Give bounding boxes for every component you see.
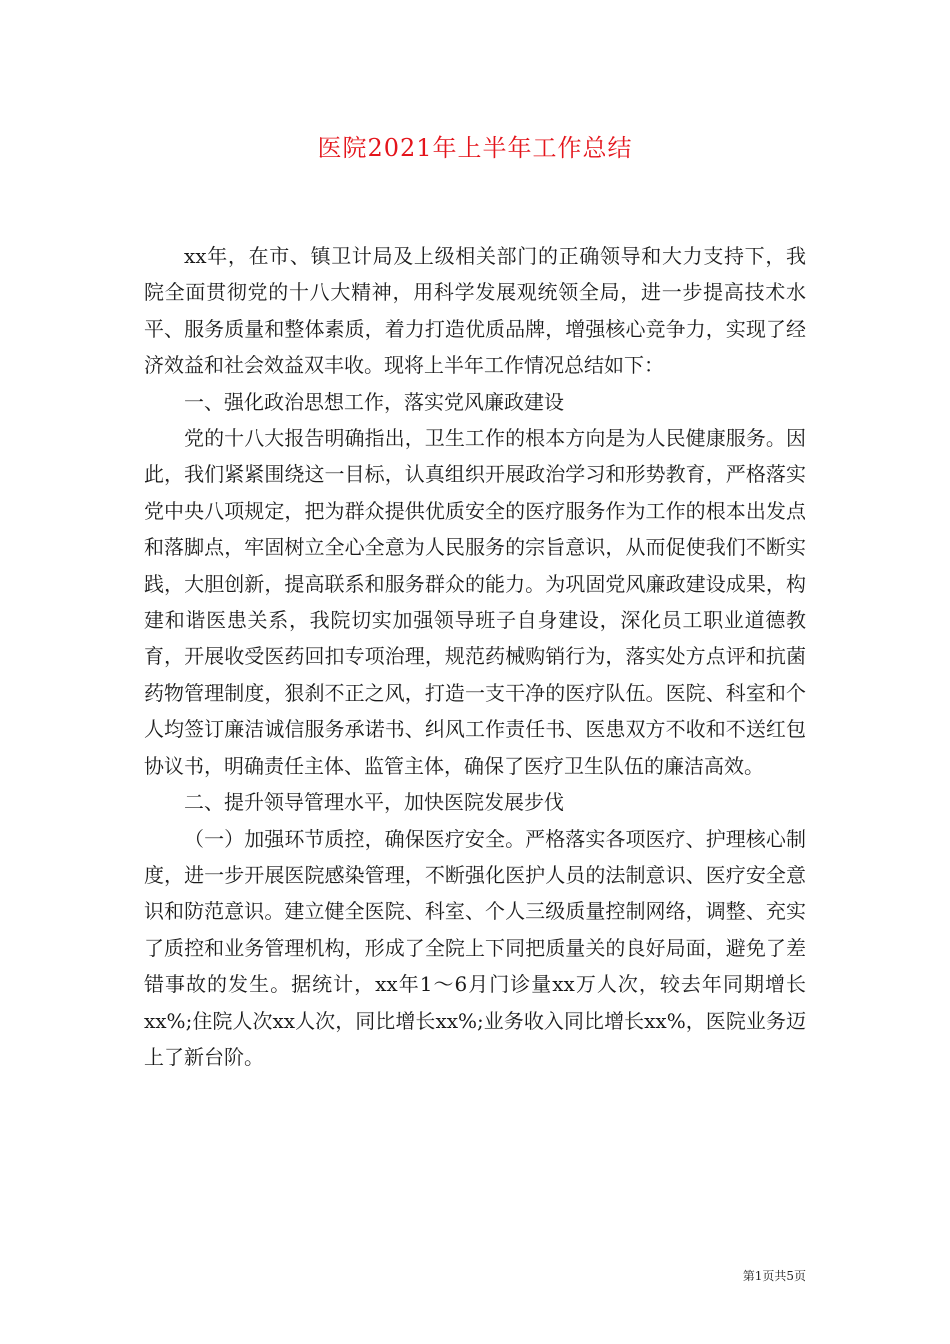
page-number: 第1页共5页 <box>742 1269 806 1283</box>
paragraph-section-1: 党的十八大报告明确指出，卫生工作的根本方向是为人民健康服务。因此，我们紧紧围绕这一目标，认真组织开展政治学习和形势教育，严格落实党中央八项规定，把为群众提供优质安全的医疗服务作为工作的根本出发点和落脚点，牢固树立全心全意为人民服务的宗旨意识，从而促使我们不断实践，大胆创新，提高联系和服务群众的能力。为巩固党风廉政建设成果，构建和谐医患关系，我院切实加强领导班子自身建设，深化员工职业道德教育，开展收受医药回扣专项治理，规范药械购销行为，落实处方点评和抗菌药物管理制度，狠刹不正之风，打造一支干净的医疗队伍。医院、科室和个人均签订廉洁诚信服务承诺书、纠风工作责任书、医患双方不收和不送红包协议书，明确责任主体、监管主体，确保了医疗卫生队伍的廉洁高效。 <box>144 426 806 778</box>
paragraph-intro: xx年，在市、镇卫计局及上级相关部门的正确领导和大力支持下，我院全面贯彻党的十八大精神，用科学发展观统领全局，进一步提高技术水平、服务质量和整体素质，着力打造优质品牌，增强核心竞争力，实现了经济效益和社会效益双丰收。现将上半年工作情况总结如下： <box>144 244 806 378</box>
paragraph-section-2-1: （一）加强环节质控，确保医疗安全。严格落实各项医疗、护理核心制度，进一步开展医院感染管理，不断强化医护人员的法制意识、医疗安全意识和防范意识。建立健全医院、科室、个人三级质量控制网络，调整、充实了质控和业务管理机构，形成了全院上下同把质量关的良好局面，避免了差错事故的发生。据统计，xx年1～6月门诊量xx万人次，较去年同期增长xx%;住院人次xx人次，同比增长xx%;业务收入同比增长xx%，医院业务迈上了新台阶。 <box>144 826 806 1069</box>
document-title: 医院2021年上半年工作总结 <box>317 134 633 162</box>
section-heading-1: 一、强化政治思想工作，落实党风廉政建设 <box>184 389 564 414</box>
section-heading-2: 二、提升领导管理水平，加快医院发展步伐 <box>184 790 564 815</box>
document-body <box>144 238 806 1075</box>
